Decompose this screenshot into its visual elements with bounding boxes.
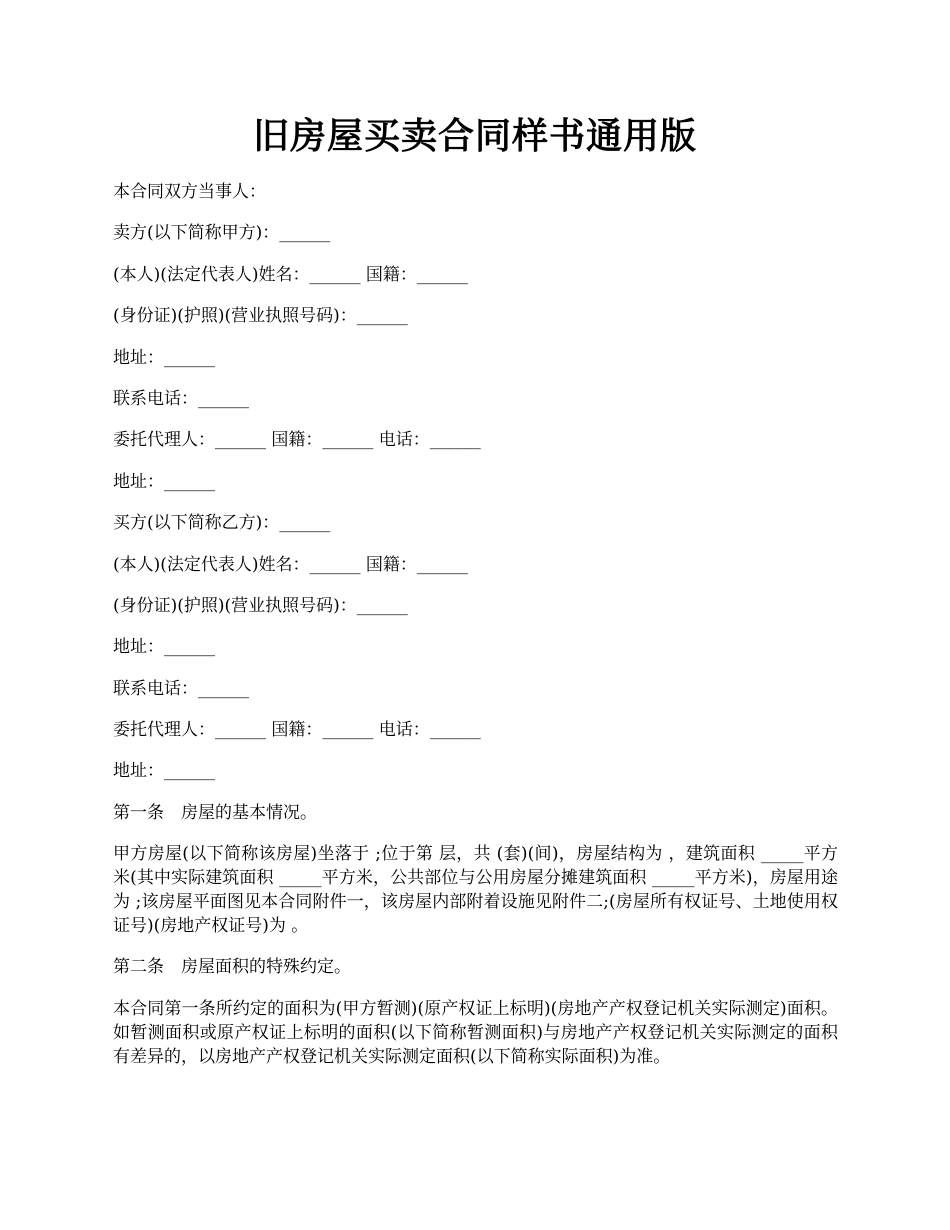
seller-id-number: (身份证)(护照)(营业执照号码)：______ [113,306,408,327]
article-1-body: 甲方房屋(以下简称该房屋)坐落于 ;位于第 层，共 (套)(间)，房屋结构为 ，建筑面积 _____平方米(其中实际建筑面积 _____平方米，公共部位与公用房屋分摊建筑面积 _____平方米)，房屋用途为 ;该房屋平面图见本合同附件一，该房屋内部附着设施见附件二;(房屋所有权证号、土地使用权证号)(房地产权证号)为 。 [113,844,838,937]
buyer-name-nationality: (本人)(法定代表人)姓名：______ 国籍：______ [113,554,468,575]
contract-body [113,180,838,1086]
document-title: 旧房屋买卖合同样书通用版 [252,115,697,157]
buyer-address: 地址：______ [113,637,215,658]
article-2-body: 本合同第一条所约定的面积为(甲方暂测)(原产权证上标明)(房地产产权登记机关实际测定)面积。如暂测面积或原产权证上标明的面积(以下简称暂测面积)与房地产产权登记机关实际测定的面积有差异的，以房地产产权登记机关实际测定面积(以下简称实际面积)为准。 [113,998,838,1067]
seller-agent-address: 地址：______ [113,471,215,492]
buyer-agent-address: 地址：______ [113,761,215,782]
seller-address: 地址：______ [113,347,215,368]
article-2-heading: 第二条 房屋面积的特殊约定。 [113,957,351,978]
article-1-heading: 第一条 房屋的基本情况。 [113,802,317,823]
seller-name-nationality: (本人)(法定代表人)姓名：______ 国籍：______ [113,264,468,285]
parties-intro: 本合同双方当事人： [113,182,266,202]
seller-label: 卖方(以下简称甲方)：______ [113,223,331,244]
buyer-agent: 委托代理人：______ 国籍：______ 电话：______ [113,720,481,741]
seller-phone: 联系电话：______ [113,388,249,409]
buyer-label: 买方(以下简称乙方)：______ [113,513,331,534]
buyer-phone: 联系电话：______ [113,678,249,699]
buyer-id-number: (身份证)(护照)(营业执照号码)：______ [113,595,408,616]
seller-agent: 委托代理人：______ 国籍：______ 电话：______ [113,430,481,451]
